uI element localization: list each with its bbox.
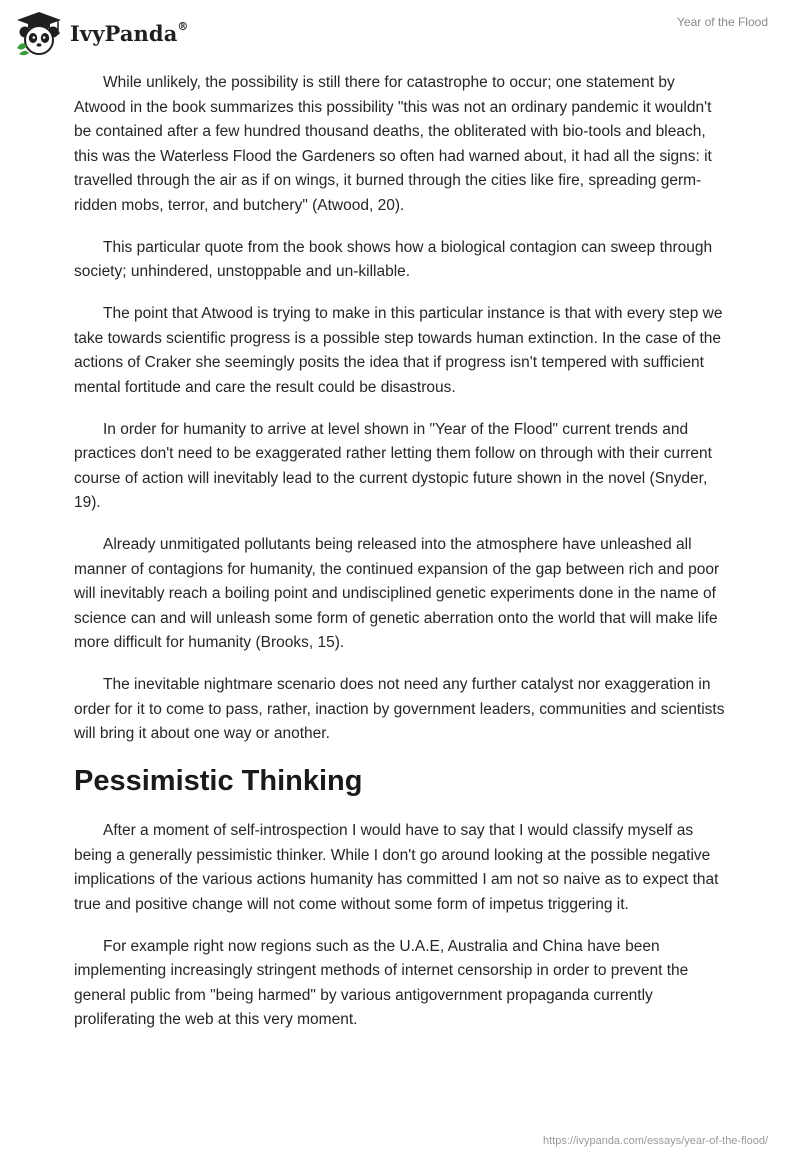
- paragraph: This particular quote from the book shows how a biological contagion can sweep through society; unhindered, unstoppable and un-killable.: [74, 238, 713, 280]
- essay-body: [74, 71, 726, 1050]
- ivypanda-logo[interactable]: [14, 9, 189, 57]
- paragraph: In order for humanity to arrive at level shown in "Year of the Flood" current trends and practices don't need to be exaggerated rather letting them follow on through with their current course of action will inevitably lead to the current dystopic future shown in the novel (Snyder, 19).: [74, 420, 712, 511]
- paragraph: The inevitable nightmare scenario does not need any further catalyst nor exaggeration in order for it to come to pass, rather, inaction by government leaders, communities and scientists will bring it about one way or another.: [74, 676, 725, 742]
- paragraph: The point that Atwood is trying to make in this particular instance is that with every step we take towards scientific progress is a possible step towards human extinction. In the case of the actions of Craker she seemingly posits the idea that if progress isn't tempered with sufficient mental fortitude and care the result could be disastrous.: [74, 305, 723, 396]
- source-url[interactable]: https://ivypanda.com/essays/year-of-the-flood/: [543, 1135, 768, 1147]
- paragraph: Already unmitigated pollutants being released into the atmosphere have unleashed all manner of contagions for humanity, the continued expansion of the gap between rich and poor will inevitably reach a boiling point and undisciplined genetic experiments done in the name of science can and will unleash some form of genetic aberration onto the world that will make life more difficult for humanity (Brooks, 15).: [74, 536, 720, 651]
- section-heading: Pessimistic Thinking: [74, 765, 363, 797]
- page-header: [0, 0, 800, 64]
- brand-name: IvyPanda®: [70, 19, 189, 46]
- paragraph: While unlikely, the possibility is still there for catastrophe to occur; one statement by Atwood in the book summarizes this possibility "this was not an ordinary pandemic it wouldn't be contained after a few hundred thousand deaths, the obliterated with bio-tools and bleach, this was the Waterless Flood the Gardeners so often had warned about, it had all the signs: it travelled through the air as if on wings, it burned through the cities like fire, spreading germ-ridden mobs, terror, and butchery" (Atwood, 20).: [74, 74, 712, 214]
- document-title: Year of the Flood: [677, 15, 768, 29]
- paragraph: For example right now regions such as the U.A.E, Australia and China have been implementing increasingly stringent methods of internet censorship in order to prevent the general public from "being harmed" by various antigovernment propaganda currently proliferating the web at this very moment.: [74, 937, 689, 1028]
- panda-graduate-icon: [14, 10, 64, 56]
- paragraph: After a moment of self-introspection I would have to say that I would classify myself as being a generally pessimistic thinker. While I don't go around looking at the possible negative implications of the various actions humanity has committed I am not so naive as to expect that true and positive change will not come without some form of impetus triggering it.: [74, 822, 719, 913]
